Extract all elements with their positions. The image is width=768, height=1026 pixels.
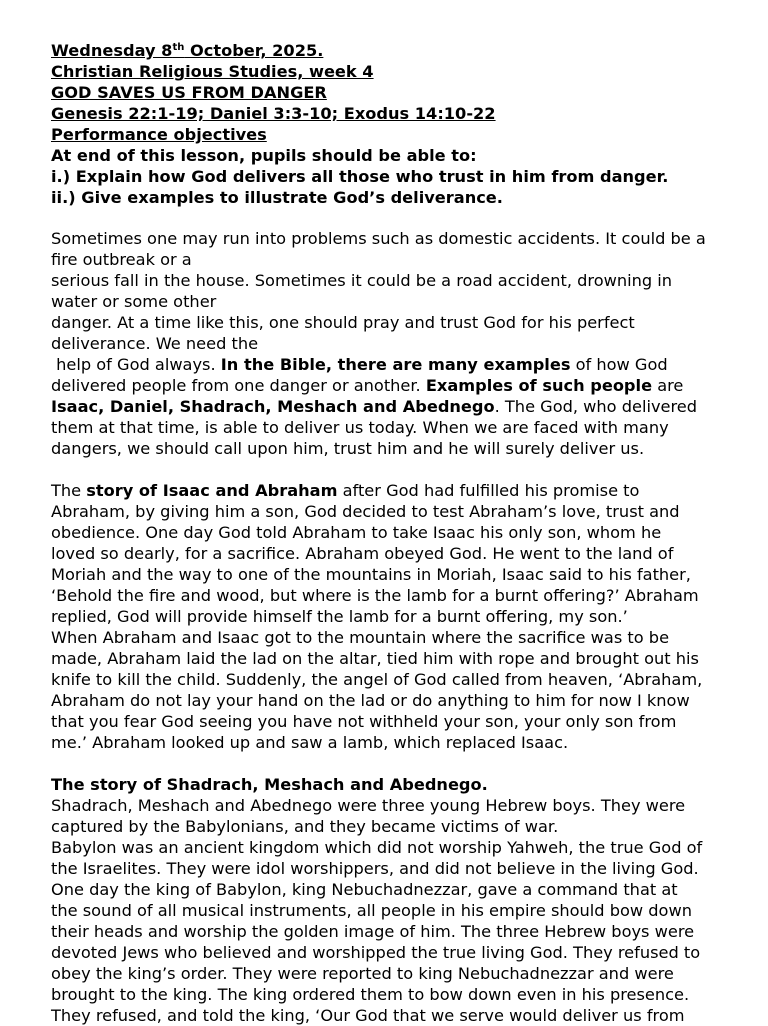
intro-bold-text: Examples of such people: [425, 376, 653, 395]
date-ordinal: th: [172, 42, 185, 53]
intro-line: water or some other: [51, 292, 217, 311]
intro-line: [51, 354, 763, 375]
lesson-topic: GOD SAVES US FROM DANGER: [51, 83, 327, 102]
story-line: their heads and worship the golden image of him. The three Hebrew boys were: [51, 922, 695, 941]
story-line: knife to kill the child. Suddenly, the angel of God called from heaven, ‘Abraham,: [51, 670, 703, 689]
story-line: Moriah and the way to one of the mountains in Moriah, Isaac said to his father,: [51, 565, 691, 584]
intro-line: [51, 375, 763, 396]
story-line: Babylon was an ancient kingdom which did not worship Yahweh, the true God of: [51, 838, 703, 857]
intro-line: Sometimes one may run into problems such as domestic accidents. It could be a: [51, 229, 706, 248]
story-heading: The story of Shadrach, Meshach and Abednego.: [51, 775, 488, 794]
story-line: They refused, and told the king, ‘Our God that we serve would deliver us from: [51, 1006, 685, 1025]
lesson-header: [51, 40, 763, 208]
intro-paragraph: [51, 228, 763, 459]
intro-text: help of God always.: [51, 355, 221, 374]
objectives-heading: Performance objectives: [51, 125, 267, 144]
story-text: after God had fulfilled his promise to: [337, 481, 640, 500]
date-text: Wednesday 8: [51, 41, 173, 60]
intro-line: them at that time, is able to deliver us today. When we are faced with many: [51, 418, 669, 437]
story-line: obedience. One day God told Abraham to take Isaac his only son, whom he: [51, 523, 662, 542]
intro-bold-text: In the Bible, there are many examples: [220, 355, 571, 374]
story-line: One day the king of Babylon, king Nebuchadnezzar, gave a command that at: [51, 880, 678, 899]
intro-text: delivered people from one danger or another.: [51, 376, 426, 395]
date-month-year: October, 2025.: [184, 41, 324, 60]
intro-text: of how God: [570, 355, 668, 374]
story-line: brought to the king. The king ordered them to bow down even in his presence.: [51, 985, 690, 1004]
intro-bold-text: Isaac, Daniel, Shadrach, Meshach and Abednego: [51, 397, 495, 416]
story-line: the Israelites. They were idol worshippers, and did not believe in the living God.: [51, 859, 699, 878]
objective-1: i.) Explain how God delivers all those who trust in him from danger.: [51, 167, 669, 186]
story-line: [51, 480, 763, 501]
lesson-date: [51, 40, 763, 61]
intro-line: danger. At a time like this, one should pray and trust God for his perfect: [51, 313, 635, 332]
story-line: loved so dearly, for a sacrifice. Abraham obeyed God. He went to the land of: [51, 544, 674, 563]
story-line: that you fear God seeing you have not withheld your son, your only son from: [51, 712, 677, 731]
story-line: ‘Behold the fire and wood, but where is the lamb for a burnt offering?’ Abraham: [51, 586, 699, 605]
story-line: Shadrach, Meshach and Abednego were three young Hebrew boys. They were: [51, 796, 686, 815]
intro-line: [51, 396, 763, 417]
intro-line: deliverance. We need the: [51, 334, 259, 353]
story-line: replied, God will provide himself the lamb for a burnt offering, my son.’: [51, 607, 628, 626]
spacer: [51, 753, 763, 774]
story-line: devoted Jews who believed and worshipped the true living God. They refused to: [51, 943, 701, 962]
scripture-references: Genesis 22:1-19; Daniel 3:3-10; Exodus 14:10-22: [51, 104, 496, 123]
story-line: obey the king’s order. They were reported to king Nebuchadnezzar and were: [51, 964, 674, 983]
objective-2: ii.) Give examples to illustrate God’s deliverance.: [51, 188, 503, 207]
intro-line: dangers, we should call upon him, trust him and he will surely deliver us.: [51, 439, 645, 458]
intro-text: . The God, who delivered: [494, 397, 698, 416]
isaac-story-paragraph: [51, 480, 763, 753]
story-line: the sound of all musical instruments, all people in his empire should bow down: [51, 901, 692, 920]
spacer: [51, 459, 763, 480]
story-line: me.’ Abraham looked up and saw a lamb, which replaced Isaac.: [51, 733, 569, 752]
shadrach-story-paragraph: [51, 774, 763, 1026]
intro-line: serious fall in the house. Sometimes it could be a road accident, drowning in: [51, 271, 673, 290]
spacer: [51, 208, 763, 228]
objectives-intro: At end of this lesson, pupils should be able to:: [51, 146, 477, 165]
story-line: made, Abraham laid the lad on the altar, tied him with rope and brought out his: [51, 649, 699, 668]
story-line: captured by the Babylonians, and they became victims of war.: [51, 817, 559, 836]
story-bold-text: story of Isaac and Abraham: [86, 481, 338, 500]
course-title: Christian Religious Studies, week 4: [51, 62, 374, 81]
story-line: When Abraham and Isaac got to the mountain where the sacrifice was to be: [51, 628, 670, 647]
intro-text: are: [652, 376, 684, 395]
intro-line: fire outbreak or a: [51, 250, 192, 269]
document-page: [51, 40, 763, 1026]
story-line: Abraham, by giving him a son, God decided to test Abraham’s love, trust and: [51, 502, 680, 521]
story-line: Abraham do not lay your hand on the lad or do anything to him for now I know: [51, 691, 690, 710]
story-text: The: [51, 481, 87, 500]
